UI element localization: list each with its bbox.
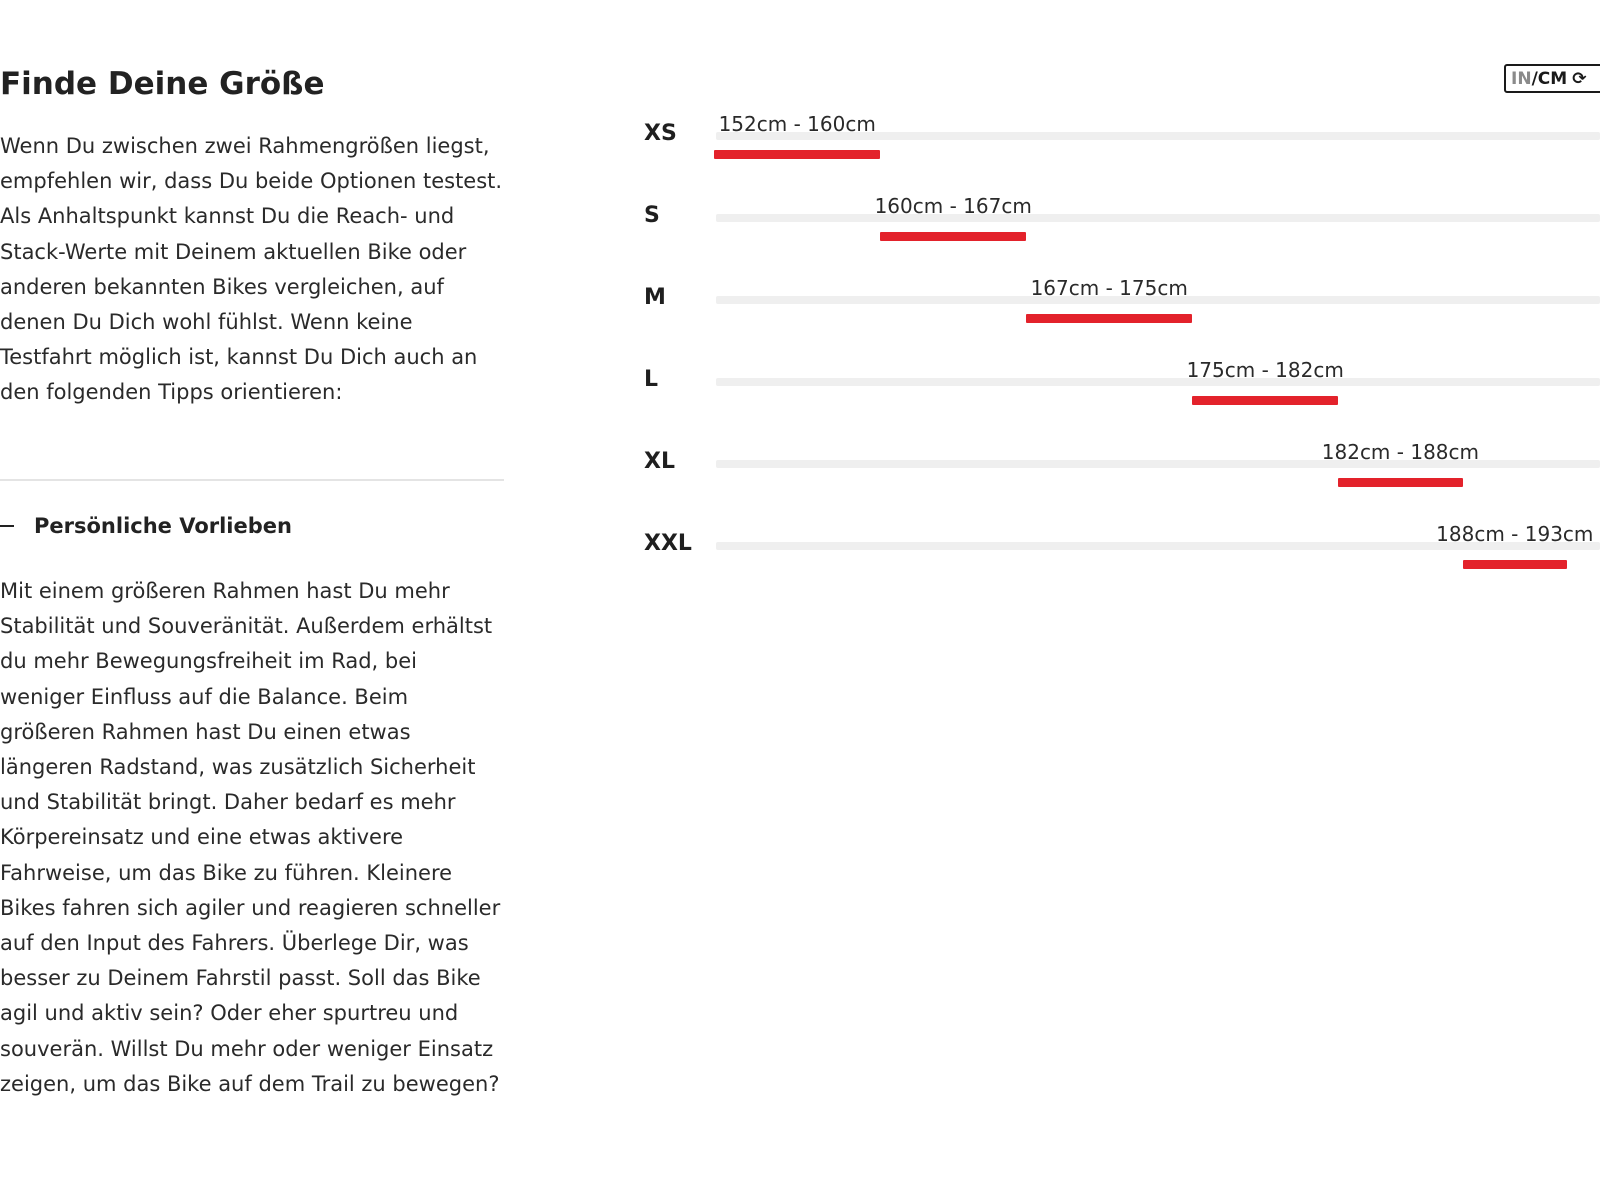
size-track <box>716 378 1600 386</box>
size-row-xs <box>600 110 1600 170</box>
minus-icon <box>0 525 14 527</box>
accordion-toggle-personal-preferences[interactable] <box>0 510 504 542</box>
accordion-title: Persönliche Vorlieben <box>34 514 292 538</box>
size-range-bar <box>1463 560 1567 569</box>
size-label: XS <box>644 121 677 146</box>
unit-in-label: IN <box>1511 68 1532 89</box>
divider <box>0 479 504 481</box>
size-range-label: 182cm - 188cm <box>1321 440 1480 464</box>
size-range-bar <box>1338 478 1463 487</box>
size-label: M <box>644 285 666 310</box>
page-title: Finde Deine Größe <box>0 66 325 102</box>
size-range-bar <box>714 150 880 159</box>
size-range-label: 160cm - 167cm <box>874 194 1032 218</box>
unit-separator: / <box>1531 68 1538 89</box>
size-row-l <box>600 356 1600 416</box>
unit-toggle-button[interactable] <box>1504 64 1600 93</box>
size-label: XL <box>644 449 675 474</box>
size-range-label: 167cm - 175cm <box>1030 276 1188 300</box>
unit-cm-label: CM <box>1537 68 1568 89</box>
size-range-label: 188cm - 193cm <box>1436 522 1594 546</box>
size-row-s <box>600 192 1600 252</box>
size-range-label: 152cm - 160cm <box>718 112 876 136</box>
size-row-m <box>600 274 1600 334</box>
size-chart <box>600 60 1600 620</box>
size-label: XXL <box>644 531 692 556</box>
size-label: S <box>644 203 660 228</box>
accordion-content: Mit einem größeren Rahmen hast Du mehr Stabilität und Souveränität. Außerdem erhältst du mehr Bewegungsfreiheit im Rad, bei weniger Einfluss auf die Balance. Beim größeren Rahmen hast Du einen etwas längeren Radstand, was zusätzlich Sicherheit und Stabilität bringt. Daher bedarf es mehr Körpereinsatz und eine etwas aktivere Fahrweise, um das Bike zu führen. Kleinere Bikes fahren sich agiler und reagieren schneller auf den Input des Fahrers. Überlege Dir, was besser zu Deinem Fahrstil passt. Soll das Bike agil und aktiv sein? Oder eher spurtreu und souverän. Willst Du mehr oder weniger Einsatz zeigen, um das Bike auf dem Trail zu bewegen? <box>0 579 501 1096</box>
size-label: L <box>644 367 659 392</box>
size-row-xl <box>600 438 1600 498</box>
size-range-label: 175cm - 182cm <box>1186 358 1344 382</box>
refresh-icon: ⟳ <box>1572 68 1587 89</box>
size-range-bar <box>1026 314 1192 323</box>
intro-paragraph: Wenn Du zwischen zwei Rahmengrößen liegst, empfehlen wir, dass Du beide Optionen testest. Als Anhaltspunkt kannst Du die Reach- und Stack-Werte mit Deinem aktuellen Bike oder anderen bekannten Bikes vergleichen, auf denen Du Dich wohl fühlst. Wenn keine Testfahrt möglich ist, kannst Du Dich auch an den folgenden Tipps orientieren: <box>0 134 503 405</box>
size-range-bar <box>880 232 1026 241</box>
size-track <box>716 214 1600 222</box>
size-range-bar <box>1192 396 1338 405</box>
size-row-xxl <box>600 520 1600 580</box>
